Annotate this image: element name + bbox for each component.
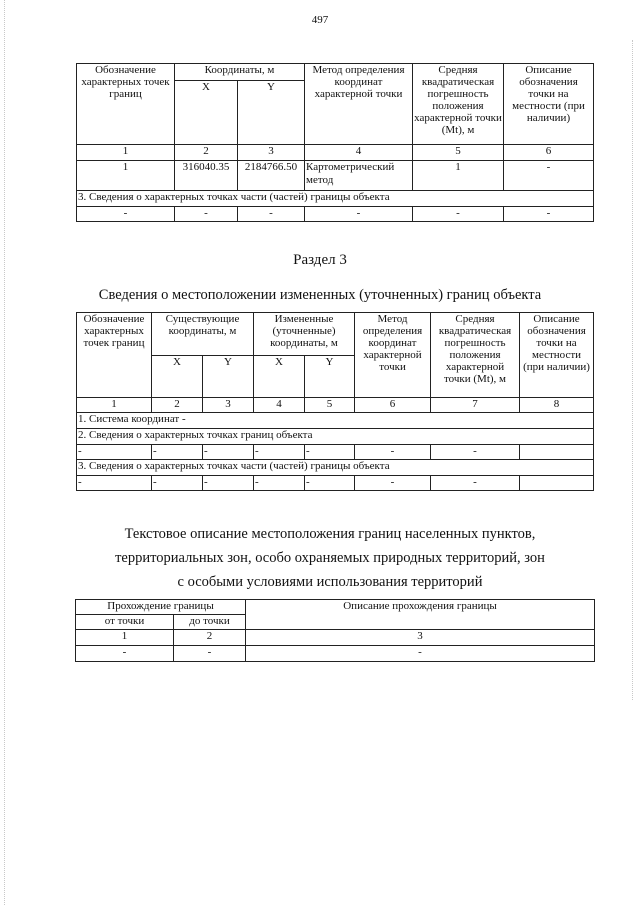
- col-number: 4: [305, 145, 413, 161]
- col-number: 6: [504, 145, 594, 161]
- col-number: 2: [174, 630, 246, 646]
- header-y: Y: [305, 356, 355, 398]
- header-error: Средняя квадратическая погрешность положения характерной точки (Mt), м: [413, 64, 504, 145]
- header-description: Описание обозначения точки на местности (при наличии): [504, 64, 594, 145]
- header-error: Средняя квадратическая погрешность положения характерной точки (Mt), м: [431, 313, 520, 398]
- section-title: Сведения о местоположении измененных (уточненных) границ объекта: [98, 287, 542, 303]
- cell-point: 1: [77, 161, 175, 191]
- empty-cell: -: [254, 445, 305, 460]
- col-number: 4: [254, 398, 305, 413]
- empty-cell: -: [305, 476, 355, 491]
- header-to-point: до точки: [174, 615, 246, 630]
- header-x: X: [152, 356, 203, 398]
- empty-cell: -: [431, 476, 520, 491]
- header-designation: Обозначение характерных точек границ: [77, 313, 152, 398]
- header-passage-description: Описание прохождения границы: [246, 600, 595, 630]
- header-x: X: [254, 356, 305, 398]
- page-number: 497: [311, 14, 329, 26]
- cell-error: 1: [413, 161, 504, 191]
- empty-cell: -: [246, 646, 595, 662]
- col-number: 3: [203, 398, 254, 413]
- empty-cell: -: [431, 445, 520, 460]
- empty-cell: -: [77, 207, 175, 222]
- empty-cell: [520, 445, 594, 460]
- header-description: Описание обозначения точки на местности (при наличии): [520, 313, 594, 398]
- header-method: Метод определения координат характерной точки: [305, 64, 413, 145]
- empty-cell: -: [152, 476, 203, 491]
- empty-cell: -: [175, 207, 238, 222]
- empty-cell: -: [355, 476, 431, 491]
- part-points-label: 3. Сведения о характерных точках части (частей) границы объекта: [77, 191, 594, 207]
- header-from-point: от точки: [76, 615, 174, 630]
- text-description-title: [60, 522, 600, 594]
- header-changed-coords: Измененные (уточненные) координаты, м: [254, 313, 355, 356]
- col-number: 2: [175, 145, 238, 161]
- header-method: Метод определения координат характерной точки: [355, 313, 431, 398]
- col-number: 2: [152, 398, 203, 413]
- boundary-description-table: [75, 599, 595, 662]
- cell-method: Картометрический метод: [305, 161, 413, 191]
- page-edge-right: [632, 40, 633, 700]
- header-y: Y: [238, 81, 305, 145]
- empty-cell: -: [504, 207, 594, 222]
- section-heading: Раздел 3: [293, 252, 347, 268]
- col-number: 6: [355, 398, 431, 413]
- col-number: 5: [413, 145, 504, 161]
- col-number: 1: [76, 630, 174, 646]
- empty-cell: -: [152, 445, 203, 460]
- empty-cell: -: [76, 646, 174, 662]
- part-points-label: 3. Сведения о характерных точках части (частей) границы объекта: [77, 460, 594, 476]
- empty-cell: -: [238, 207, 305, 222]
- empty-cell: [520, 476, 594, 491]
- title-line: с особыми условиями использования территорий: [177, 574, 483, 590]
- header-passage: Прохождение границы: [76, 600, 246, 615]
- col-number: 1: [77, 145, 175, 161]
- col-number: 8: [520, 398, 594, 413]
- empty-cell: -: [77, 445, 152, 460]
- points-table-1: [76, 63, 594, 222]
- header-existing-coords: Существующие координаты, м: [152, 313, 254, 356]
- empty-cell: -: [174, 646, 246, 662]
- points-table-2: [76, 312, 594, 491]
- col-number: 1: [77, 398, 152, 413]
- header-x: X: [175, 81, 238, 145]
- col-number: 5: [305, 398, 355, 413]
- page-edge-left: [4, 0, 5, 905]
- empty-cell: -: [77, 476, 152, 491]
- header-coords: Координаты, м: [175, 64, 305, 81]
- header-designation: Обозначение характерных точек границ: [77, 64, 175, 145]
- empty-cell: -: [203, 445, 254, 460]
- cell-y: 2184766.50: [238, 161, 305, 191]
- title-line: Текстовое описание местоположения границ населенных пунктов,: [124, 526, 536, 542]
- title-line: территориальных зон, особо охраняемых природных территорий, зон: [115, 550, 545, 566]
- cell-description: -: [504, 161, 594, 191]
- coord-system-label: 1. Система координат -: [77, 413, 594, 429]
- empty-cell: -: [254, 476, 305, 491]
- empty-cell: -: [355, 445, 431, 460]
- empty-cell: -: [305, 207, 413, 222]
- empty-cell: -: [413, 207, 504, 222]
- boundary-points-label: 2. Сведения о характерных точках границ объекта: [77, 429, 594, 445]
- col-number: 3: [238, 145, 305, 161]
- col-number: 7: [431, 398, 520, 413]
- col-number: 3: [246, 630, 595, 646]
- empty-cell: -: [203, 476, 254, 491]
- cell-x: 316040.35: [175, 161, 238, 191]
- empty-cell: -: [305, 445, 355, 460]
- header-y: Y: [203, 356, 254, 398]
